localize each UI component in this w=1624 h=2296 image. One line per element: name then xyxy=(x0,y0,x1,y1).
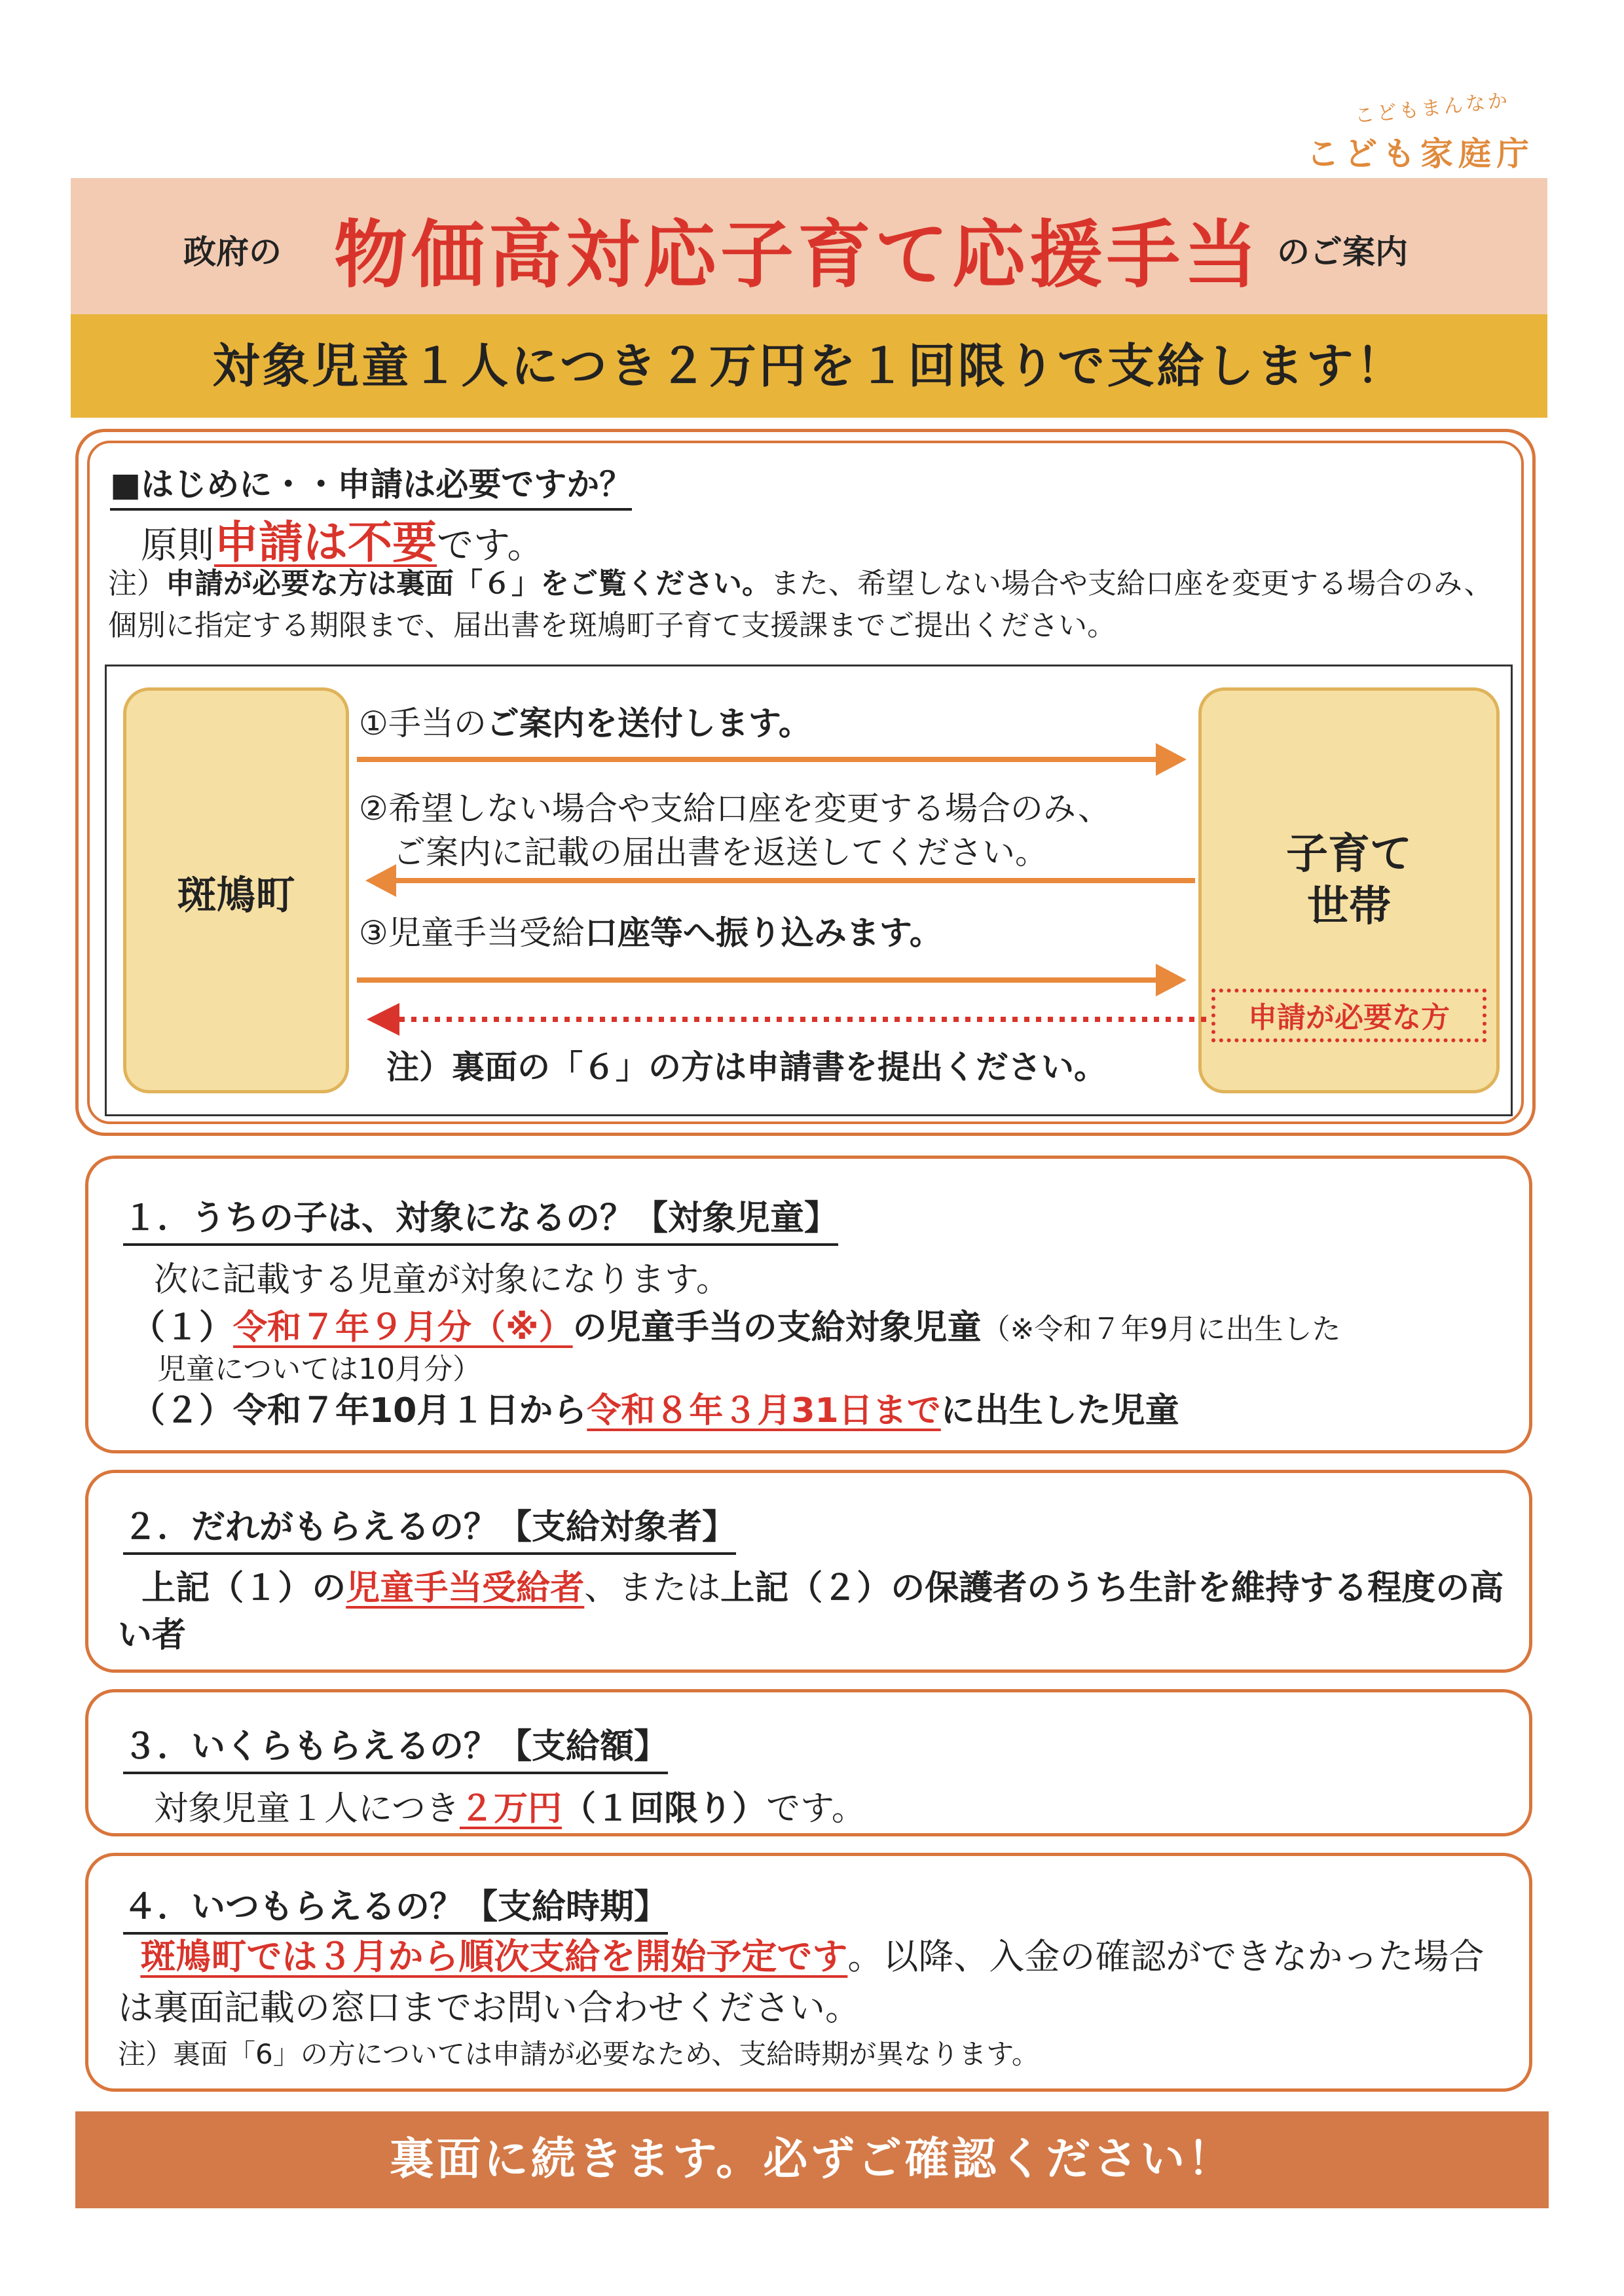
intro-note-bold: 申請が必要な方は裏面「６」をご覧ください。 xyxy=(166,567,771,600)
section4-note: 注）裏面「6」の方については申請が必要なため、支給時期が異なります。 xyxy=(118,2038,1039,2070)
flow-step1-bold: ご案内を送付します。 xyxy=(486,704,811,742)
section1-heading: １．うちの子は、対象になるの？【対象児童】 xyxy=(123,1190,838,1246)
section2-text xyxy=(118,1565,1513,1659)
section2-heading: ２．だれがもらえるの？【支給対象者】 xyxy=(123,1499,736,1555)
section1-item1-num: （１） xyxy=(131,1308,234,1347)
town-label: 斑鳩町 xyxy=(177,873,295,919)
household-label-line1: 子育て xyxy=(1286,830,1412,879)
section1-line2 xyxy=(131,1300,1340,1349)
section1-item2-emphasis: 令和８年３月31日まで xyxy=(587,1391,941,1430)
section1-item1-emphasis: 令和７年９月分（※） xyxy=(233,1308,573,1347)
section3-text1: 対象児童１人につき xyxy=(154,1789,460,1829)
section1-line3: 児童については10月分） xyxy=(157,1353,482,1386)
arrow-application-left xyxy=(367,1003,1211,1036)
intro-emphasis: 申請は不要 xyxy=(214,517,437,569)
flow-note: 注）裏面の「６」の方は申請書を提出ください。 xyxy=(386,1048,1107,1086)
section2-emphasis: 児童手当受給者 xyxy=(346,1569,585,1608)
section1-item2-post: に出生した児童 xyxy=(940,1391,1179,1430)
arrow-step1-right xyxy=(357,743,1187,776)
flow-step3 xyxy=(359,907,942,954)
intro-line-post: です。 xyxy=(437,524,544,567)
section4-emphasis: 斑鳩町では３月から順次支給を開始予定です xyxy=(140,1936,848,1977)
section2-text2: 、または xyxy=(584,1569,721,1608)
flow-step1 xyxy=(359,697,811,744)
section4-text xyxy=(118,1931,1513,2033)
section1-line4 xyxy=(131,1383,1179,1432)
section3-emphasis: ２万円 xyxy=(459,1789,562,1829)
application-required-tag-text: 申請が必要な方 xyxy=(1248,1001,1450,1034)
subtitle-text: 対象児童１人につき２万円を１回限りで支給します！ xyxy=(212,338,1406,393)
section3-text3: です。 xyxy=(766,1789,866,1829)
section3-heading: ３．いくらもらえるの？【支給額】 xyxy=(123,1719,668,1774)
section4-text-rest: 。以降、入金の確認ができなかった場合は裏面記載の窓口までお問い合わせください。 xyxy=(118,1936,1485,2028)
intro-note-prefix: 注） xyxy=(108,567,166,600)
logo-tagline: こどもまんなか xyxy=(1354,88,1511,128)
flow-step3-bold: 口座等へ振り込みます。 xyxy=(584,914,942,952)
section1-item1-text: の児童手当の支給対象児童 xyxy=(572,1308,982,1347)
flow-step2-line2: ご案内に記載の届出書を返送してください。 xyxy=(393,833,1048,871)
intro-line-pre: 原則 xyxy=(141,524,214,567)
title-tail: のご案内 xyxy=(1277,233,1408,271)
section1-item1-note: （※令和７年9月に出生した xyxy=(981,1313,1341,1346)
footer-text: 裏面に続きます。必ずご確認ください！ xyxy=(389,2134,1235,2185)
section1-line1: 次に記載する児童が対象になります。 xyxy=(154,1260,730,1300)
section2-text1: 上記（１）の xyxy=(141,1569,346,1608)
flow-step3-pre: ③児童手当受給 xyxy=(359,914,585,952)
intro-note-rest: また、希望しない場合や支給口座を変更する場合のみ、個別に指定する期限まで、届出書を斑鳩町子育て支援課までご提出ください。 xyxy=(108,567,1493,642)
section4-heading: ４．いつもらえるの？【支給時期】 xyxy=(123,1879,668,1935)
logo-agency-name: こども家庭庁 xyxy=(1306,135,1534,173)
arrow-step3-right xyxy=(357,964,1187,996)
section3-text2: （１回限り） xyxy=(561,1789,766,1829)
intro-heading: ■はじめに・・申請は必要ですか？ xyxy=(110,458,632,511)
household-label-line2: 世帯 xyxy=(1307,883,1391,931)
section3-text xyxy=(154,1781,866,1830)
flow-step1-pre: ①手当の xyxy=(359,704,487,742)
page-title: 物価高対応子育て応援手当 xyxy=(334,213,1261,298)
section1-item2-pre: （２）令和７年10月１日から xyxy=(131,1391,587,1430)
title-lead: 政府の xyxy=(183,233,282,271)
section2-text3: 上記（２）の保護者のうち生計を維持する程度の高い者 xyxy=(118,1569,1504,1655)
flow-step2-line1: ②希望しない場合や支給口座を変更する場合のみ、 xyxy=(359,790,1111,828)
